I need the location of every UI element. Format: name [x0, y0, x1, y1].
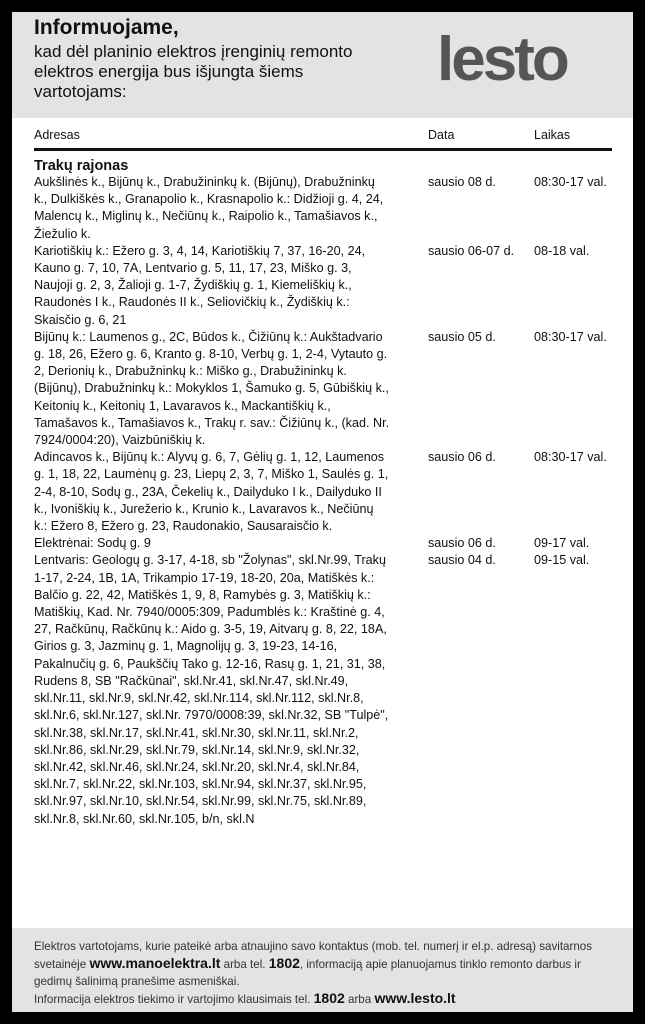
phone-number: 1802: [268, 955, 300, 971]
row-date: sausio 08 d.: [428, 175, 496, 189]
schedule-rows: [12, 174, 633, 828]
column-address: Adresas: [34, 128, 80, 142]
column-date: Data: [428, 128, 455, 142]
row-date: sausio 06 d.: [428, 450, 496, 465]
footer-line1-a: Elektros vartotojams, kurie pateikė arba atnaujino savo kontaktus (mob. tel. numerį ir el.p. adresą) savitarnos svetainėje: [34, 940, 593, 971]
row-address: Adincavos k., Bijūnų k.: Alyvų g. 6, 7, Gėlių g. 1, 12, Laumenos g. 1, 18, 22, Laumėnų g. 23, Liepų 2, 3, 7, Miško 1, Saulės g. 1, 2-4, 8-10, Sodų g., 23A, Čekelių k., Dailyduko I k., Dailyduko II k., Ivoniškių k., Jurežerio k., Krunio k., Lavaravos k., Nečiūnų k.: Ežero 8, Ežero g. 23, Raudonakio, Sausaraisčio k.: [34, 450, 389, 534]
logo-text: lesto: [437, 28, 567, 90]
row-address: Bijūnų k.: Laumenos g., 2C, Būdos k., Čižiūnų k.: Aukštadvario g. 18, 26, Ežero g. 6, Kranto g. 8-10, Verbų g. 1, 2-4, Vytauto g. 2, Derionių k., Drabužninkų k.: Miško g., Drabužininkų k. (Bijūnų), Drabužninkų k.: Mokyklos 1, Šamuko g. 5, Gūbiškių k., Keitonių k., Keitonių 1, Lavaravos k., Mackantiškių k., Tamašavos k., Tamašiavos k., Trakų r. sav.: Čižiūnų k., (kad. Nr. 7924/0004:20), Vaizbūniškių k.: [34, 329, 390, 448]
row-address: Elektrėnai: Sodų g. 9: [34, 536, 151, 551]
table-row: [12, 535, 633, 552]
table-row: [12, 552, 633, 827]
notice-footer: [12, 928, 633, 1012]
footer-line2-a: Informacija elektros tiekimo ir vartojimo klausimais tel.: [34, 993, 314, 1006]
manoelektra-link[interactable]: www.manoelektra.lt: [89, 955, 221, 971]
row-time: 09-15 val.: [534, 553, 590, 568]
row-time: 09-17 val.: [534, 536, 590, 551]
row-time: 08-18 val.: [534, 243, 590, 258]
logo-swoosh-icon: [577, 42, 615, 70]
row-address: Kariotiškių k.: Ežero g. 3, 4, 14, Kariotiškių 7, 37, 16-20, 24, Kauno g. 7, 10, 7A, Lentvario g. 5, 11, 17, 23, Miško g. 3, Naujoji g. 2, 3, Žalioji g. 1-7, Žydiškių g. 1, Kiemeliškių k., Raudonės I k., Raudonės II k., Seliovičkių k., Žydiškių k.: Skaisčio g. 6, 21: [34, 243, 366, 327]
header-divider: [34, 148, 612, 151]
row-date: sausio 05 d.: [428, 329, 496, 344]
lesto-link[interactable]: www.lesto.lt: [374, 990, 456, 1006]
notice-frame: [12, 12, 633, 1012]
lesto-logo: [437, 28, 615, 90]
schedule-table: [12, 118, 633, 928]
footer-text: [34, 938, 619, 1008]
row-address: Lentvaris: Geologų g. 3-17, 4-18, sb "Žolynas", skl.Nr.99, Trakų 1-17, 2-24, 1B, 1A, Trikampio 17-19, 18-20, 20a, Matiškės k.: Balčio g. 22, 42, Matiškės 1, 9, 8, Ramybės g. 3, Matiškių k.: Matiškių, Kad. Nr. 7940/0005:309, Padumblės k.: Kraštinė g. 4, 27, Račkūnų, Račkūnų k.: Aido g. 3-5, 19, Aitvarų g. 8, 22, 18A, Girios g. 3, Jazminų g. 1, Magnolijų g. 3, 19-23, 14-16, Pakalnučių g. 6, Paukščių Tako g. 12-16, Rasų g. 1, 21, 31, 38, Rudens 8, SB "Račkūnai", skl.Nr.41, skl.Nr.47, skl.Nr.49, skl.Nr.11, skl.Nr.9, skl.Nr.42, skl.Nr.114, skl.Nr.112, skl.Nr.8, skl.Nr.6, skl.Nr.127, skl.Nr. 7970/0008:39, skl.Nr.32, SB "Tulpė", skl.Nr.38, skl.Nr.17, skl.Nr.41, skl.Nr.30, skl.Nr.11, skl.Nr.2, skl.Nr.86, skl.Nr.29, skl.Nr.79, skl.Nr.14, skl.Nr.9, skl.Nr.32, skl.Nr.42, skl.Nr.46, skl.Nr.24, skl.Nr.20, skl.Nr.4, skl.Nr.84, skl.Nr.7, skl.Nr.22, skl.Nr.103, skl.Nr.94, skl.Nr.37, skl.Nr.95, skl.Nr.97, skl.Nr.10, skl.Nr.54, skl.Nr.99, skl.Nr.75, skl.Nr.89, skl.Nr.8, skl.Nr.60, skl.Nr.105, b/n, skl.N: [34, 553, 389, 826]
row-date: sausio 06 d.: [428, 536, 496, 551]
notice-subtitle: kad dėl planinio elektros įrenginių remonto elektros energija bus išjungta šiems vartotojams:: [34, 42, 353, 101]
notice-header: [12, 12, 633, 118]
row-time: 08:30-17 val.: [534, 450, 607, 465]
footer-line1-b: arba tel.: [220, 958, 269, 971]
district-heading: Trakų rajonas: [34, 158, 129, 174]
column-time: Laikas: [534, 128, 571, 142]
table-row: [12, 174, 633, 243]
footer-line2-b: arba: [344, 993, 375, 1006]
footer-line1-c: , informaciją apie planuojamus tinklo remonto darbus ir gedimų šalinimą pranešime asmeniškai.: [34, 958, 581, 988]
row-time: 08:30-17 val.: [534, 175, 607, 189]
notice-title: Informuojame,: [34, 16, 179, 39]
row-date: sausio 04 d.: [428, 553, 496, 568]
row-date: sausio 06-07 d.: [428, 243, 515, 258]
row-time: 08:30-17 val.: [534, 329, 607, 344]
table-row: [12, 329, 633, 449]
table-row: [12, 243, 633, 329]
phone-number-2: 1802: [313, 990, 345, 1006]
row-address: Aukšlinės k., Bijūnų k., Drabužininkų k. (Bijūnų), Drabužninkų k., Dulkiškės k., Granapolio k., Krasnapolio k.: Didžioji g. 4, 24, Malencų k., Miglinų k., Nečiūnų k., Raipolio k., Tamašiavos k., Žiežulio k.: [34, 175, 384, 241]
table-row: [12, 449, 633, 535]
